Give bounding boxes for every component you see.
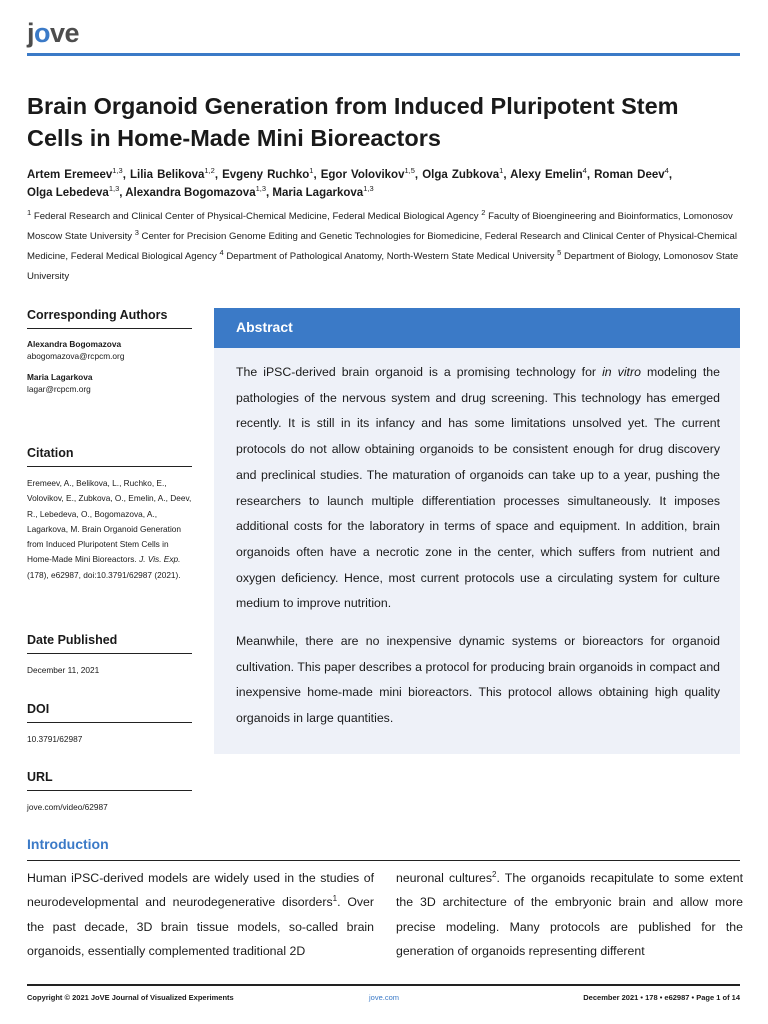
contact-bogomazova — [27, 338, 192, 362]
abstract-paragraph-2: Meanwhile, there are no inexpensive dynamic systems or bioreactors for organoid cultivation. This paper describes a protocol for producing brain organoids in compact and inexpensive home-made mini bioreactors. This protocol allows obtaining high quality organoids in large quantities. — [236, 634, 720, 726]
jove-logo[interactable] — [27, 18, 740, 48]
intro-column-right: neuronal cultures$^2$. The organoids recapitulate to some extent the 3D architecture of the embryonic brain and allow more precise modeling. Many protocols are published for the generation of organoids representing different — [396, 869, 743, 958]
footnote-ref: 1 — [332, 894, 338, 904]
author-affiliation-ref: 1,3 — [112, 166, 123, 176]
author-name: Alexy Emelin$^4$ — [510, 166, 587, 181]
author-name: Alexandra Bogomazova$^{1,3}$ — [125, 184, 267, 199]
url-heading: URL — [27, 770, 192, 791]
author-affiliation-ref: 1,3 — [255, 184, 267, 194]
author-name: Artem Eremeev$^{1,3}$ — [27, 166, 123, 181]
footer-page-info: December 2021 • 178 • e62987 • Page 1 of 14 — [583, 993, 740, 1002]
affiliation-text: Center for Precision Genome Editing and Genetic Technologies for Biomedicine, Federal Research and Clinical Center of Physical-Chemical Medicine, Federal Medical Biological Agency — [27, 231, 738, 262]
abstract-heading: Abstract — [214, 308, 740, 348]
contact-lagarkova — [27, 371, 192, 395]
article-title: Brain Organoid Generation from Induced Pluripotent Stem Cells in Home-Made Mini Bioreactors — [27, 93, 679, 151]
logo-rest: ve — [50, 18, 80, 48]
corresponding-authors-heading: Corresponding Authors — [27, 308, 192, 329]
author-name: Roman Deev$^4$ — [594, 166, 669, 181]
intro-column-left: Human iPSC-derived models are widely used in the studies of neurodevelopmental and neurodegenerative disorders$^1$. Over the past decade, 3D brain tissue models, so-called brain organoids, essentially complemented traditional 2D — [27, 871, 374, 958]
citation-heading: Citation — [27, 446, 192, 467]
url-link[interactable]: jove.com/video/62987 — [27, 802, 108, 812]
doi-link[interactable]: 10.3791/62987 — [27, 734, 83, 744]
author-affiliation-ref: 1,2 — [204, 166, 215, 176]
footer-site-link[interactable]: jove.com — [369, 993, 400, 1002]
introduction-rule — [27, 860, 740, 861]
logo-o: o — [34, 18, 51, 48]
citation-journal: J. Vis. Exp. — [139, 554, 181, 565]
affiliation-text: Department of Biology, Lomonosov State University — [27, 251, 739, 282]
abstract-box — [214, 308, 740, 754]
author-name: Lilia Belikova$^{1,2}$ — [130, 166, 215, 181]
author-affiliation-ref: 4 — [664, 166, 669, 176]
author-name: Evgeny Ruchko$^1$ — [222, 166, 314, 181]
footnote-ref: 2 — [492, 869, 497, 879]
logo-j: j — [27, 18, 35, 48]
author-affiliation-ref: 1,3 — [108, 184, 120, 194]
affiliation-number: 3 — [134, 227, 139, 237]
footer-rule — [27, 984, 740, 986]
author-affiliation-ref: 1 — [309, 166, 314, 176]
affiliation-number: 1 — [27, 207, 32, 217]
author-name: Egor Volovikov$^{1,5}$ — [320, 166, 415, 181]
affiliation-text: Faculty of Bioengineering and Bioinformatics, Lomonosov Moscow State University — [27, 211, 733, 242]
author-affiliation-ref: 4 — [582, 166, 587, 176]
introduction-heading: Introduction — [27, 836, 109, 852]
affiliation-number: 5 — [557, 247, 562, 257]
abstract-body — [214, 348, 740, 732]
date-published-heading: Date Published — [27, 633, 192, 654]
author-name: Olga Zubkova$^1$ — [422, 166, 504, 181]
author-affiliation-ref: 1 — [499, 166, 504, 176]
author-name: Maria Lagarkova$^{1,3}$ — [272, 184, 374, 199]
contact-email[interactable]: abogomazova@rcpcm.org — [27, 351, 125, 361]
affiliations — [27, 207, 742, 287]
contact-name: Alexandra Bogomazova — [27, 339, 122, 349]
date-published-value: December 11, 2021 — [27, 665, 100, 675]
affiliation-text: Federal Research and Clinical Center of Physical-Chemical Medicine, Federal Medical Biological Agency — [31, 211, 482, 222]
contact-name: Maria Lagarkova — [27, 372, 93, 382]
header — [27, 18, 740, 58]
affiliation-text: Department of Pathological Anatomy, North-Western State Medical University — [223, 251, 558, 262]
doi-heading: DOI — [27, 702, 192, 723]
author-affiliation-ref: 1,5 — [404, 166, 415, 176]
author-affiliation-ref: 1,3 — [363, 184, 374, 194]
footer-copyright: Copyright © 2021 JoVE Journal of Visualized Experiments — [27, 993, 234, 1002]
citation-text: Eremeev, A., Belikova, L., Ruchko, E., Volovikov, E., Zubkova, O., Emelin, A., Deev, R., Lebedeva, O., Bogomazova, A., Lagarkova, M. Brain Organoid Generation from Induced Pluripotent Stem Cells in Home-Made Mini Bioreactors. J. Vis. Exp. (178), e62987, doi:10.3791/62987 (2021). — [27, 478, 192, 580]
author-list: Artem Eremeev$^{1,3}$, Lilia Belikova$^{1,2}$, Evgeny Ruchko$^1$, Egor Volovikov$^{1,5}$, Olga Zubkova$^1$, Alexy Emelin$^4$, Roman Deev$^4$, Olga Lebedeva$^{1,3}$, Alexandra Bogomazova$^{1,3}$, Maria Lagarkova$^{1,3}$ — [27, 166, 673, 199]
affiliation-number: 4 — [219, 247, 224, 257]
abstract-paragraph-1: The iPSC-derived brain organoid is a promising technology for in vitro modeling the pathologies of the nervous system and drug screening. This technology has emerged recently. It is still in its infancy and has some limitations unsolved yet. The current protocols do not allow obtaining organoids to be consistent enough for drug discovery and preclinical studies. The maturation of organoids can take up to a year, pushing the researchers to launch multiple differentiation processes simultaneously. It imposes additional costs for the laboratory in terms of space and equipment. In addition, brain organoids often have a necrotic zone in the center, which suffers from nutrient and oxygen deficiency. Hence, most current protocols use a circulating system for culture medium to improve nutrition. — [236, 365, 720, 611]
contact-email[interactable]: lagar@rcpcm.org — [27, 384, 91, 394]
affiliation-number: 2 — [481, 207, 486, 217]
author-name: Olga Lebedeva$^{1,3}$ — [27, 184, 120, 199]
abstract-italic: in vitro — [602, 365, 641, 379]
header-rule — [27, 53, 740, 56]
